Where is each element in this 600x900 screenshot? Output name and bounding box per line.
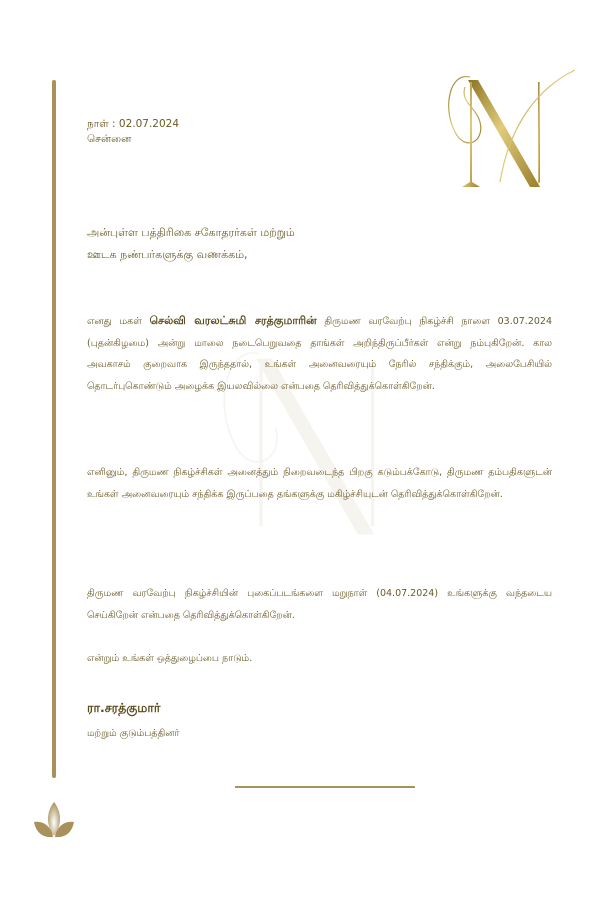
p1-prefix: எனது மகள்	[87, 316, 150, 327]
paragraph-1	[87, 310, 552, 397]
bottom-gold-rule	[235, 786, 415, 788]
paragraph-2: எனினும், திருமண நிகழ்ச்சிகள் அனைத்தும் நிறைவடைந்த பிறகு கடும்பக்கோடு, திருமண தம்பதிகளுடன் உங்கள் அனைவரையும் சந்திக்க இருப்பதை தங்களுக்கு மகிழ்ச்சியுடன் தெரிவித்துக்கொள்கிறேன்.	[87, 467, 552, 500]
left-gold-rule	[52, 80, 56, 778]
salutation-line-2: ஊடக நண்பர்களுக்கு வணக்கம்,	[87, 248, 248, 261]
salutation	[87, 222, 295, 266]
date-line: நாள் : 02.07.2024	[87, 118, 180, 130]
signer-subtitle: மற்றும் குடும்பத்தினர்	[87, 728, 180, 739]
letter-meta	[87, 117, 179, 147]
place: சென்னை	[87, 133, 132, 145]
signer-name: ரா.சரத்குமார்	[87, 700, 161, 715]
paragraph-3: திருமண வரவேற்பு நிகழ்ச்சியின் புகைப்படங்களை மறுநாள் (04.07.2024) உங்களுக்கு வந்தடைய செய்கிறேன் என்பதை தெரிவித்துக்கொள்கிறேன்.	[87, 588, 552, 621]
salutation-line-1: அன்புள்ள பத்திரிகை சகோதரர்கள் மற்றும்	[87, 226, 295, 239]
monogram-logo-icon	[440, 62, 580, 197]
closing-line: என்றும் உங்கள் ஒத்துழைப்பை நாடும்.	[87, 653, 253, 664]
lotus-icon	[32, 800, 76, 840]
p1-rest: திருமண வரவேற்பு நிகழ்ச்சி நாளை 03.07.2024 (புதன்கிழமை) அன்று மாலை நடைபெறுவதை தாங்கள் அறிந்திருப்பீர்கள் என்று நம்புகிறேன். கால அவகாசம் குறைவாக இருந்ததால், உங்கள் அனைவரையும் நேரில் சந்திக்கும், அலைபேசியில் தொடர்புகொண்டும் அழைக்க இயலவில்லை என்பதை தெரிவித்துக்கொள்கிறேன்.	[87, 316, 553, 392]
bride-name: செல்வி வரலட்சுமி சரத்குமாரின்	[149, 314, 317, 327]
